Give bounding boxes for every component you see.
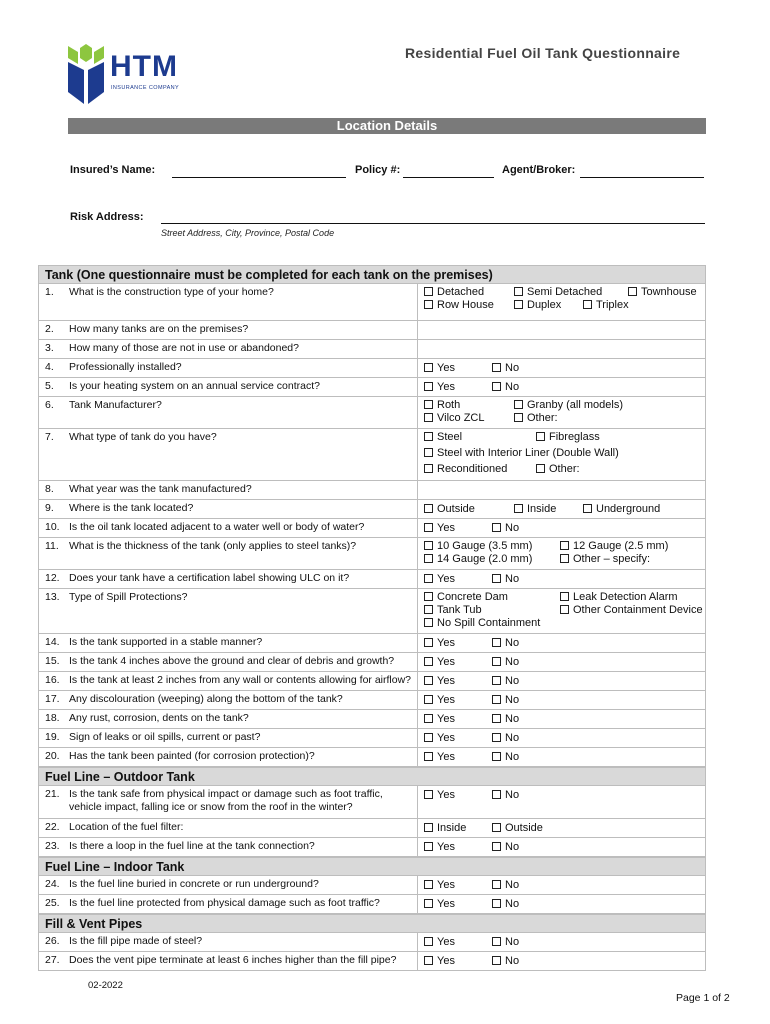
checkbox[interactable] [424, 733, 433, 742]
checkbox[interactable] [424, 657, 433, 666]
question-row-9 [38, 500, 706, 519]
option-yes[interactable]: Yes [424, 522, 455, 535]
option-yes[interactable]: Yes [424, 936, 455, 949]
question-text: How many tanks are on the premises? [69, 323, 249, 335]
question-number: 9. [45, 502, 54, 514]
question-text: Is there a loop in the fuel line at the tank connection? [69, 840, 315, 852]
checkbox[interactable] [492, 638, 501, 647]
option-other[interactable]: Other: [514, 412, 558, 425]
question-row-27 [38, 952, 706, 971]
option-no[interactable]: No [492, 637, 519, 650]
question-number: 26. [45, 935, 60, 947]
checkbox[interactable] [492, 880, 501, 889]
question-text: Is the fill pipe made of steel? [69, 935, 203, 947]
option-fibreglass[interactable]: Fibreglass [536, 431, 600, 444]
option-yes[interactable]: Yes [424, 362, 455, 375]
question-text: Is the oil tank located adjacent to a water well or body of water? [69, 521, 365, 533]
question-number: 20. [45, 750, 60, 762]
checkbox[interactable] [536, 464, 545, 473]
option-leak-detection-alarm[interactable]: Leak Detection Alarm [560, 591, 678, 604]
question-row-22 [38, 819, 706, 838]
risk-address-label: Risk Address: [70, 211, 144, 223]
checkbox[interactable] [424, 554, 433, 563]
question-row-20 [38, 748, 706, 767]
question-text: Professionally installed? [69, 361, 182, 373]
section-fill-vent-pipes: Fill & Vent Pipes [38, 914, 706, 933]
option-no[interactable]: No [492, 841, 519, 854]
question-row-3 [38, 340, 706, 359]
checkbox[interactable] [492, 823, 501, 832]
question-text: Any rust, corrosion, dents on the tank? [69, 712, 249, 724]
checkbox[interactable] [492, 676, 501, 685]
option-12-gauge[interactable]: 12 Gauge (2.5 mm) [560, 540, 668, 553]
question-row-11 [38, 538, 706, 570]
section-tank: Tank (One questionnaire must be completed for each tank on the premises) [38, 265, 706, 284]
option-yes[interactable]: Yes [424, 789, 455, 802]
checkbox[interactable] [514, 300, 523, 309]
question-number: 7. [45, 431, 54, 443]
question-number: 12. [45, 572, 60, 584]
question-number: 27. [45, 954, 60, 966]
question-row-13 [38, 589, 706, 634]
question-text: Type of Spill Protections? [69, 591, 188, 603]
checkbox[interactable] [492, 790, 501, 799]
option-yes[interactable]: Yes [424, 898, 455, 911]
question-row-23 [38, 838, 706, 857]
document-title: Residential Fuel Oil Tank Questionnaire [405, 45, 681, 61]
option-no[interactable]: No [492, 936, 519, 949]
insured-name-field[interactable] [172, 177, 346, 178]
option-vilco-zcl[interactable]: Vilco ZCL [424, 412, 484, 425]
question-number: 11. [45, 540, 59, 552]
option-yes[interactable]: Yes [424, 879, 455, 892]
checkbox[interactable] [583, 300, 592, 309]
option-no[interactable]: No [492, 789, 519, 802]
question-number: 15. [45, 655, 60, 667]
checkbox[interactable] [536, 432, 545, 441]
risk-address-field[interactable] [161, 223, 705, 224]
checkbox[interactable] [424, 880, 433, 889]
option-roth[interactable]: Roth [424, 399, 460, 412]
checkbox[interactable] [424, 790, 433, 799]
option-yes[interactable]: Yes [424, 732, 455, 745]
option-no[interactable]: No [492, 955, 519, 968]
question-text: Sign of leaks or oil spills, current or past? [69, 731, 261, 743]
checkbox[interactable] [424, 300, 433, 309]
option-inside[interactable]: Inside [424, 822, 466, 835]
question-row-16 [38, 672, 706, 691]
checkbox[interactable] [492, 899, 501, 908]
option-yes[interactable]: Yes [424, 694, 455, 707]
question-text: Is the fuel line protected from physical damage such as foot traffic? [69, 897, 380, 909]
checkbox[interactable] [492, 752, 501, 761]
option-10-gauge[interactable]: 10 Gauge (3.5 mm) [424, 540, 532, 553]
option-outside[interactable]: Outside [424, 503, 475, 516]
question-number: 21. [45, 788, 60, 800]
checkbox[interactable] [424, 618, 433, 627]
checkbox[interactable] [424, 413, 433, 422]
location-details-header: Location Details [68, 118, 706, 134]
question-number: 14. [45, 636, 60, 648]
option-steel[interactable]: Steel [424, 431, 462, 444]
checkbox[interactable] [492, 363, 501, 372]
question-row-2 [38, 321, 706, 340]
option-row-house[interactable]: Row House [424, 299, 494, 312]
option-tank-tub[interactable]: Tank Tub [424, 604, 482, 617]
question-row-21 [38, 786, 706, 819]
question-row-19 [38, 729, 706, 748]
question-text: What year was the tank manufactured? [69, 483, 252, 495]
question-row-18 [38, 710, 706, 729]
checkbox[interactable] [560, 605, 569, 614]
policy-number-field[interactable] [403, 177, 494, 178]
checkbox[interactable] [424, 638, 433, 647]
option-duplex[interactable]: Duplex [514, 299, 561, 312]
section-fuel-line-outdoor: Fuel Line – Outdoor Tank [38, 767, 706, 786]
insured-name-label: Insured’s Name: [70, 164, 156, 176]
checkbox[interactable] [492, 714, 501, 723]
question-number: 23. [45, 840, 60, 852]
checkbox[interactable] [492, 382, 501, 391]
checkbox[interactable] [514, 413, 523, 422]
question-text: Is the tank 4 inches above the ground and clear of debris and growth? [69, 655, 395, 667]
checkbox[interactable] [492, 574, 501, 583]
option-steel-interior-liner[interactable]: Steel with Interior Liner (Double Wall) [424, 447, 619, 460]
checkbox[interactable] [560, 541, 569, 550]
logo-shield-icon [66, 44, 106, 106]
checkbox[interactable] [424, 592, 433, 601]
logo-text: HTM [110, 50, 178, 83]
option-no[interactable]: No [492, 694, 519, 707]
question-number: 24. [45, 878, 60, 890]
checkbox[interactable] [492, 657, 501, 666]
option-triplex[interactable]: Triplex [583, 299, 629, 312]
checkbox[interactable] [424, 823, 433, 832]
option-no[interactable]: No [492, 362, 519, 375]
option-reconditioned[interactable]: Reconditioned [424, 463, 507, 476]
checkbox[interactable] [424, 432, 433, 441]
option-semi-detached[interactable]: Semi Detached [514, 286, 602, 299]
checkbox[interactable] [628, 287, 637, 296]
question-number: 3. [45, 342, 54, 354]
question-text: What is the thickness of the tank (only applies to steel tanks)? [69, 540, 357, 552]
option-granby[interactable]: Granby (all models) [514, 399, 623, 412]
question-row-6 [38, 397, 706, 429]
question-text: Is the tank supported in a stable manner? [69, 636, 263, 648]
question-text: Is the tank at least 2 inches from any wall or contents allowing for airflow? [69, 674, 411, 686]
option-underground[interactable]: Underground [583, 503, 660, 516]
address-hint: Street Address, City, Province, Postal Code [161, 228, 335, 238]
option-no[interactable]: No [492, 656, 519, 669]
company-logo [66, 44, 196, 106]
option-townhouse[interactable]: Townhouse [628, 286, 697, 299]
question-text: Does the vent pipe terminate at least 6 inches higher than the fill pipe? [69, 954, 397, 966]
checkbox[interactable] [424, 752, 433, 761]
checkbox[interactable] [424, 464, 433, 473]
option-no[interactable]: No [492, 522, 519, 535]
option-other-containment[interactable]: Other Containment Device [560, 604, 703, 617]
question-text: Location of the fuel filter: [69, 821, 184, 833]
checkbox[interactable] [514, 400, 523, 409]
checkbox[interactable] [424, 842, 433, 851]
option-inside[interactable]: Inside [514, 503, 556, 516]
question-number: 5. [45, 380, 54, 392]
question-row-24 [38, 876, 706, 895]
answer-field[interactable] [418, 340, 705, 358]
section-fuel-line-indoor: Fuel Line – Indoor Tank [38, 857, 706, 876]
option-no-spill-containment[interactable]: No Spill Containment [424, 617, 540, 630]
option-no[interactable]: No [492, 675, 519, 688]
option-yes[interactable]: Yes [424, 637, 455, 650]
question-row-1 [38, 284, 706, 321]
checkbox[interactable] [424, 287, 433, 296]
question-row-10 [38, 519, 706, 538]
option-concrete-dam[interactable]: Concrete Dam [424, 591, 508, 604]
checkbox[interactable] [424, 523, 433, 532]
question-row-15 [38, 653, 706, 672]
question-row-8 [38, 481, 706, 500]
checkbox[interactable] [492, 523, 501, 532]
checkbox[interactable] [424, 448, 433, 457]
question-text: How many of those are not in use or abandoned? [69, 342, 299, 354]
option-yes[interactable]: Yes [424, 955, 455, 968]
question-text: Is the fuel line buried in concrete or run underground? [69, 878, 319, 890]
question-number: 17. [45, 693, 60, 705]
checkbox[interactable] [424, 400, 433, 409]
policy-number-label: Policy #: [355, 164, 401, 176]
question-text: What type of tank do you have? [69, 431, 217, 443]
option-yes[interactable]: Yes [424, 751, 455, 764]
checkbox[interactable] [424, 695, 433, 704]
checkbox[interactable] [424, 899, 433, 908]
question-text: Has the tank been painted (for corrosion protection)? [69, 750, 315, 762]
question-row-5 [38, 378, 706, 397]
option-other[interactable]: Other: [536, 463, 580, 476]
question-text: Where is the tank located? [69, 502, 194, 514]
checkbox[interactable] [424, 937, 433, 946]
agent-broker-field[interactable] [580, 177, 704, 178]
question-number: 19. [45, 731, 60, 743]
question-text: Does your tank have a certification label showing ULC on it? [69, 572, 350, 584]
question-number: 25. [45, 897, 60, 909]
checkbox[interactable] [514, 287, 523, 296]
checkbox[interactable] [424, 714, 433, 723]
question-row-25 [38, 895, 706, 914]
question-row-12 [38, 570, 706, 589]
option-yes[interactable]: Yes [424, 381, 455, 394]
checkbox[interactable] [492, 733, 501, 742]
logo-subtext: INSURANCE COMPANY [111, 85, 180, 91]
checkbox[interactable] [492, 842, 501, 851]
option-no[interactable]: No [492, 573, 519, 586]
question-number: 10. [45, 521, 60, 533]
checkbox[interactable] [424, 504, 433, 513]
agent-broker-label: Agent/Broker: [502, 164, 576, 176]
form-code: 02-2022 [88, 980, 123, 991]
option-yes[interactable]: Yes [424, 675, 455, 688]
checkbox[interactable] [560, 554, 569, 563]
question-text: Any discolouration (weeping) along the bottom of the tank? [69, 693, 343, 705]
question-text: Is the tank safe from physical impact or damage such as foot traffic, vehicle impact, falling ice or snow from the roof in the winter? [69, 788, 383, 813]
question-row-26 [38, 933, 706, 952]
option-yes[interactable]: Yes [424, 713, 455, 726]
checkbox[interactable] [492, 937, 501, 946]
option-14-gauge[interactable]: 14 Gauge (2.0 mm) [424, 553, 532, 566]
questionnaire-table [38, 265, 706, 971]
option-no[interactable]: No [492, 751, 519, 764]
option-detached[interactable]: Detached [424, 286, 484, 299]
question-number: 6. [45, 399, 54, 411]
question-number: 2. [45, 323, 54, 335]
option-no[interactable]: No [492, 898, 519, 911]
checkbox[interactable] [424, 605, 433, 614]
option-outside[interactable]: Outside [492, 822, 543, 835]
option-other-specify[interactable]: Other – specify: [560, 553, 650, 566]
option-yes[interactable]: Yes [424, 656, 455, 669]
checkbox[interactable] [560, 592, 569, 601]
question-text: Is your heating system on an annual service contract? [69, 380, 320, 392]
checkbox[interactable] [492, 695, 501, 704]
question-number: 8. [45, 483, 54, 495]
checkbox[interactable] [424, 363, 433, 372]
question-number: 1. [45, 286, 54, 298]
question-row-17 [38, 691, 706, 710]
page-number: Page 1 of 2 [676, 992, 730, 1004]
option-yes[interactable]: Yes [424, 573, 455, 586]
checkbox[interactable] [424, 676, 433, 685]
option-no[interactable]: No [492, 381, 519, 394]
checkbox[interactable] [424, 541, 433, 550]
answer-field[interactable] [418, 321, 705, 339]
checkbox[interactable] [492, 956, 501, 965]
option-no[interactable]: No [492, 713, 519, 726]
question-text: What is the construction type of your home? [69, 286, 274, 298]
option-yes[interactable]: Yes [424, 841, 455, 854]
option-no[interactable]: No [492, 732, 519, 745]
checkbox[interactable] [424, 382, 433, 391]
question-number: 13. [45, 591, 60, 603]
option-no[interactable]: No [492, 879, 519, 892]
question-number: 18. [45, 712, 60, 724]
checkbox[interactable] [424, 956, 433, 965]
checkbox[interactable] [583, 504, 592, 513]
answer-field[interactable] [418, 481, 705, 499]
question-text: Tank Manufacturer? [69, 399, 162, 411]
question-row-7 [38, 429, 706, 481]
question-number: 16. [45, 674, 60, 686]
question-number: 22. [45, 821, 60, 833]
question-row-4 [38, 359, 706, 378]
checkbox[interactable] [514, 504, 523, 513]
checkbox[interactable] [424, 574, 433, 583]
question-row-14 [38, 634, 706, 653]
question-number: 4. [45, 361, 54, 373]
